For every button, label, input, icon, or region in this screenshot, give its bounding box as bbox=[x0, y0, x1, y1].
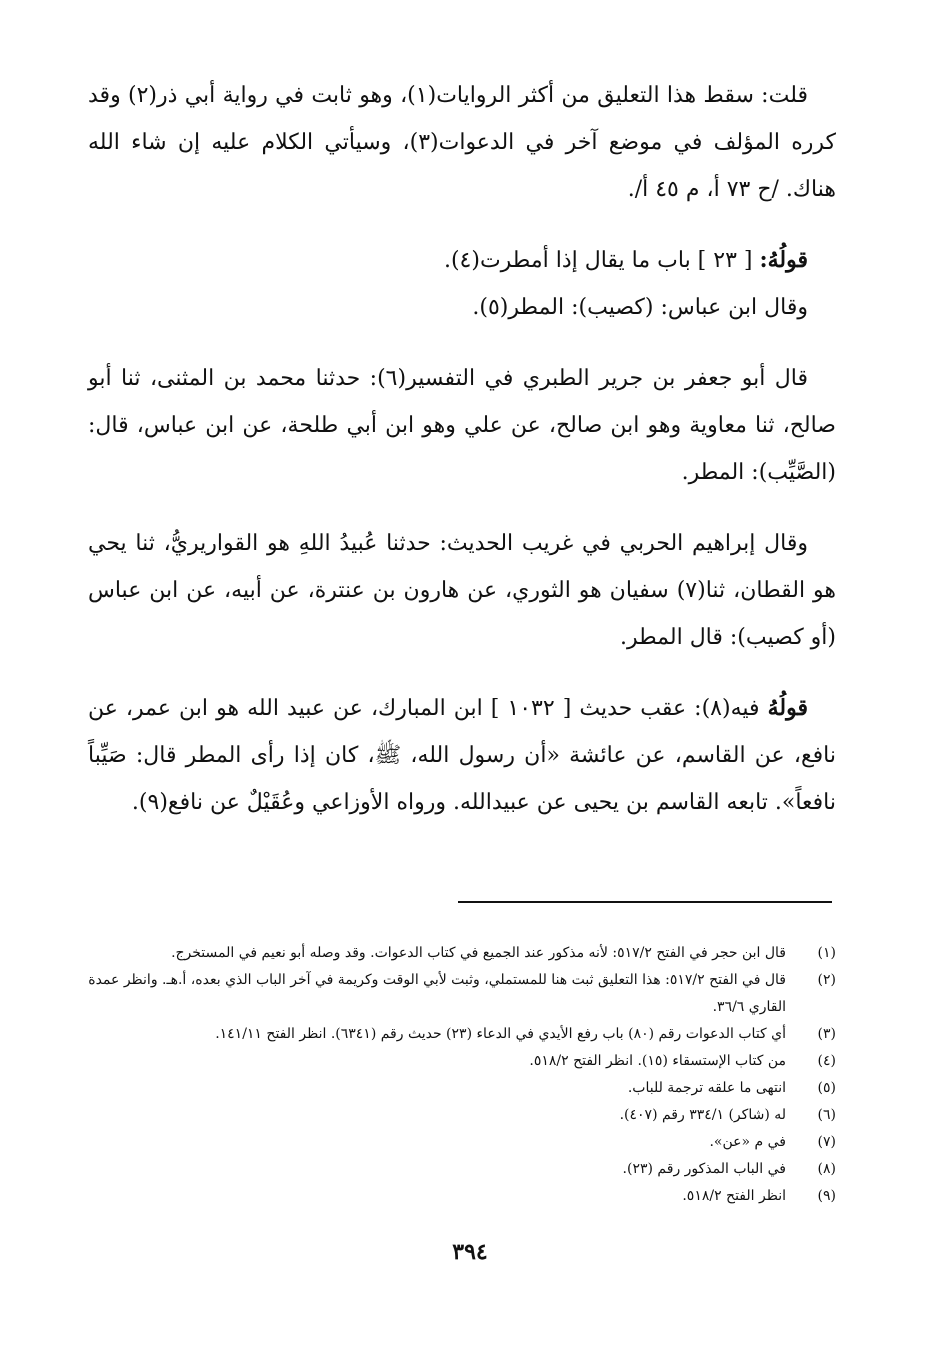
footnote-text: قال ابن حجر في الفتح ٥١٧/٢: لأنه مذكور عند الجميع في كتاب الدعوات. وقد وصله أبو نعيم في المستخرج. bbox=[171, 945, 786, 961]
heading-text: [ ٢٣ ] باب ما يقال إذا أمطرت(٤). bbox=[443, 248, 753, 273]
paragraph-commentary-1: قلت: سقط هذا التعليق من أكثر الروايات(١)، وهو ثابت في رواية أبي ذر(٢) وقد كرره المؤلف في موضع آخر في الدعوات(٣)، وسيأتي الكلام عليه إن شاء الله هناك. /ح ٧٣ أ، م ٤٥ أ/. bbox=[88, 83, 836, 202]
footnote-text: في م «عن». bbox=[709, 1134, 786, 1150]
footnote-number: (٣) bbox=[817, 1026, 836, 1042]
paragraph-gap bbox=[88, 661, 836, 685]
page-number: ٣٩٤ bbox=[452, 1239, 488, 1265]
footnote-text: قال في الفتح ٥١٧/٢: هذا التعليق ثبت هنا للمستملي، وثبت لأبي الوقت وكريمة في آخر الباب الذي بعده، أ.هـ. وانظر عمدة القاري ٣٦/٦. bbox=[88, 972, 786, 1015]
heading-label: قولُهُ bbox=[767, 695, 808, 721]
footnote-text: انتهى ما علقه ترجمة للباب. bbox=[627, 1080, 786, 1096]
footnote-text: من كتاب الإستسقاء (١٥). انظر الفتح ٥١٨/٢. bbox=[529, 1053, 786, 1069]
paragraph-ibn-abbas: وقال ابن عباس: (كصيب): المطر(٥). bbox=[472, 295, 808, 320]
footnote-number: (٧) bbox=[817, 1134, 836, 1150]
footnote-number: (٩) bbox=[817, 1188, 836, 1204]
paragraph-gap bbox=[88, 213, 836, 237]
heading-label: قولُهُ: bbox=[759, 247, 808, 273]
footnote-number: (٤) bbox=[817, 1053, 836, 1069]
paragraph-hadith bbox=[88, 685, 836, 826]
footnote-text: انظر الفتح ٥١٨/٢. bbox=[682, 1188, 786, 1204]
paragraph-tabari: قال أبو جعفر بن جرير الطبري في التفسير(٦): حدثنا محمد بن المثنى، ثنا أبو صالح، ثنا معاوية وهو ابن صالح، عن علي وهو ابن أبي طلحة، عن ابن عباس، قال: (الصَّيِّب): المطر. bbox=[88, 366, 836, 485]
footnote-number: (١) bbox=[817, 945, 836, 961]
footnote bbox=[88, 940, 836, 967]
footnote bbox=[88, 1183, 836, 1210]
paragraph-gap bbox=[88, 496, 836, 520]
paragraph-chapter-heading bbox=[88, 237, 836, 284]
footnote-text: له (شاكر) ٣٣٤/١ رقم (٤٠٧). bbox=[619, 1107, 786, 1123]
footnote-number: (٦) bbox=[817, 1107, 836, 1123]
footnote bbox=[88, 1021, 836, 1048]
paragraph-harbi: وقال إبراهيم الحربي في غريب الحديث: حدثنا عُبيدُ اللهِ هو القواريريُّ، ثنا يحي هو القطان، ثنا(٧) سفيان هو الثوري، عن هارون بن عنترة، عن أبيه، عن ابن عباس (أو كصيب): قال المطر. bbox=[88, 531, 837, 650]
paragraph-gap bbox=[88, 331, 836, 355]
footnote-number: (٢) bbox=[817, 972, 836, 988]
footnote bbox=[88, 1156, 836, 1183]
footnote bbox=[88, 1048, 836, 1075]
main-text bbox=[88, 72, 836, 826]
footnotes bbox=[88, 940, 836, 1210]
footnote-number: (٨) bbox=[817, 1161, 836, 1177]
footnote bbox=[88, 1075, 836, 1102]
footnote bbox=[88, 1102, 836, 1129]
footnote-separator bbox=[458, 901, 832, 903]
footnote-text: أي كتاب الدعوات رقم (٨٠) باب رفع الأيدي في الدعاء (٢٣) حديث رقم (٦٣٤١). انظر الفتح ١٤١/١١. bbox=[215, 1026, 786, 1042]
footnote bbox=[88, 1129, 836, 1156]
footnote-text: في الباب المذكور رقم (٢٣). bbox=[622, 1161, 786, 1177]
footnote bbox=[88, 967, 836, 1021]
hadith-text: فيه(٨): عقب حديث [ ١٠٣٢ ] ابن المبارك، عن عبيد الله هو ابن عمر، عن نافع، عن القاسم، عن عائشة «أن رسول الله، ﷺ، كان إذا رأى المطر قال: صَيِّباً نافعاً». تابعه القاسم بن يحيى عن عبيدالله. ورواه الأوزاعي وعُقَيْلٌ عن نافع(٩). bbox=[88, 696, 836, 815]
footnote-number: (٥) bbox=[817, 1080, 836, 1096]
